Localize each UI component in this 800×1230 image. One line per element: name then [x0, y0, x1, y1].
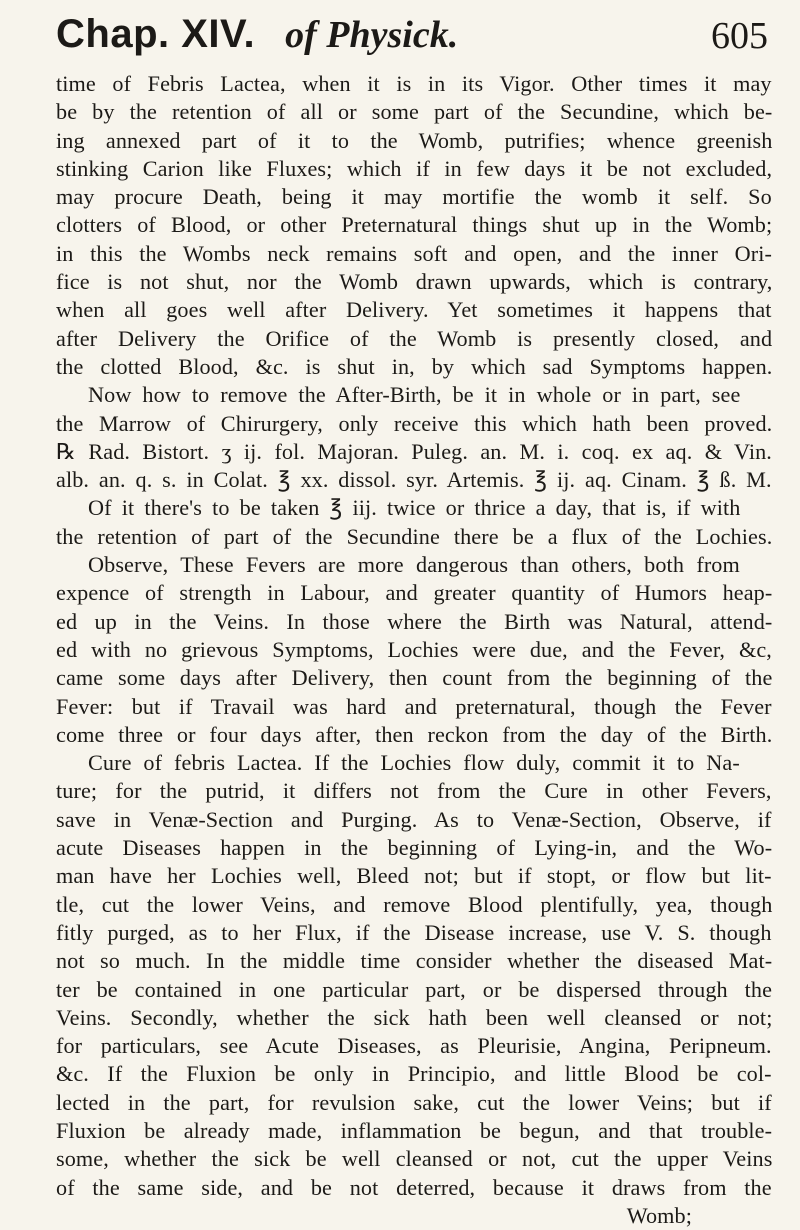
- subject-heading: of Physick.: [285, 14, 459, 56]
- text-line: ing annexed part of it to the Womb, putrifies; whence greenish: [56, 127, 773, 153]
- text-line: came some days after Delivery, then count from the beginning of the: [56, 665, 773, 691]
- text-line: &c. If the Fluxion be only in Principio, and little Blood be col-: [56, 1061, 772, 1087]
- text-line: some, whether the sick be well cleansed or not, cut the upper Veins: [56, 1146, 773, 1172]
- running-head: [56, 12, 772, 66]
- text-line: ter be contained in one particular part, or be dispersed through the: [56, 976, 773, 1002]
- text-line: for particulars, see Acute Diseases, as Pleurisie, Angina, Peripneum.: [56, 1033, 772, 1059]
- text-line: Now how to remove the After-Birth, be it in whole or in part, see: [88, 382, 741, 408]
- text-line: Veins. Secondly, whether the sick hath been well cleansed or not;: [56, 1004, 773, 1030]
- text-line: come three or four days after, then reckon from the day of the Birth.: [56, 721, 773, 747]
- text-line: ed up in the Veins. In those where the Birth was Natural, attend-: [56, 608, 773, 634]
- text-line: fice is not shut, nor the Womb drawn upwards, which is contrary,: [56, 269, 773, 295]
- text-line: be by the retention of all or some part of the Secundine, which be-: [56, 99, 773, 125]
- text-line: Fever: but if Travail was hard and preternatural, though the Fever: [56, 693, 772, 719]
- page-number: 605: [711, 15, 768, 57]
- text-line: tle, cut the lower Veins, and remove Blood plentifully, yea, though: [56, 891, 773, 917]
- text-line: save in Venæ-Section and Purging. As to Venæ-Section, Observe, if: [56, 806, 772, 832]
- text-line: lected in the part, for revulsion sake, cut the lower Veins; but if: [56, 1089, 772, 1115]
- text-line: the Marrow of Chirurgery, only receive this which hath been proved.: [56, 410, 773, 436]
- text-line: expence of strength in Labour, and greater quantity of Humors heap-: [56, 580, 773, 606]
- chapter-heading: Chap. XIV.: [56, 12, 256, 56]
- text-line: Fluxion be already made, inflammation be begun, and that trouble-: [56, 1117, 773, 1143]
- text-line: in this the Wombs neck remains soft and open, and the inner Ori-: [56, 240, 773, 266]
- text-line: the clotted Blood, &c. is shut in, by which sad Symptoms happen.: [56, 353, 773, 379]
- text-line: stinking Carion like Fluxes; which if in few days it be not excluded,: [56, 155, 773, 181]
- text-line: alb. an. q. s. in Colat. ℥ xx. dissol. syr. Artemis. ℥ ij. aq. Cinam. ℥ ß. M.: [56, 467, 772, 493]
- text-line: man have her Lochies well, Bleed not; but if stopt, or flow but lit-: [56, 863, 772, 889]
- text-line: the retention of part of the Secundine there be a flux of the Lochies.: [56, 523, 773, 549]
- text-line: fitly purged, as to her Flux, if the Disease increase, use V. S. though: [56, 919, 772, 945]
- text-line: when all goes well after Delivery. Yet sometimes it happens that: [56, 297, 772, 323]
- text-line: may procure Death, being it may mortifie the womb it self. So: [56, 184, 772, 210]
- text-line: after Delivery the Orifice of the Womb is presently closed, and: [56, 325, 773, 351]
- text-line: Cure of febris Lactea. If the Lochies flow duly, commit it to Na-: [88, 750, 740, 776]
- text-line: Of it there's to be taken ℥ iij. twice or thrice a day, that is, if with: [88, 495, 741, 521]
- text-line: Womb;: [626, 1202, 692, 1228]
- text-line: Observe, These Fevers are more dangerous than others, both from: [88, 552, 740, 578]
- body-text: [56, 70, 772, 1230]
- text-line: ed with no grievous Symptoms, Lochies were due, and the Fever, &c,: [56, 636, 772, 662]
- text-line: clotters of Blood, or other Preternatural things shut up in the Womb;: [56, 212, 773, 238]
- text-line: acute Diseases happen in the beginning of Lying-in, and the Wo-: [56, 835, 773, 861]
- text-line: ture; for the putrid, it differs not from the Cure in other Fevers,: [56, 778, 772, 804]
- text-line: ℞ Rad. Bistort. ʒ ij. fol. Majoran. Puleg. an. M. i. coq. ex aq. & Vin.: [56, 438, 772, 464]
- text-line: not so much. In the middle time consider whether the diseased Mat-: [56, 948, 773, 974]
- text-line: of the same side, and be not deterred, because it draws from the: [56, 1174, 772, 1200]
- text-line: time of Febris Lactea, when it is in its Vigor. Other times it may: [56, 71, 772, 96]
